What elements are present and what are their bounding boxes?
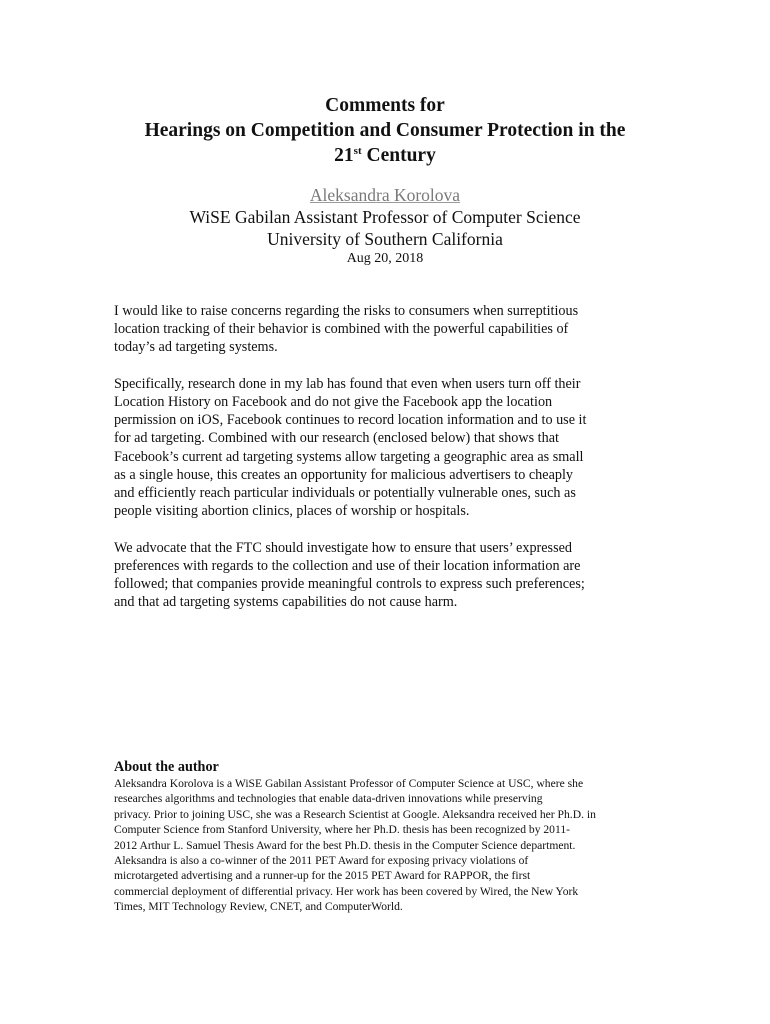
bio-line: Aleksandra is also a co-winner of the 2011 PET Award for exposing privacy violations of <box>114 854 529 868</box>
bio-line: Aleksandra Korolova is a WiSE Gabilan Assistant Professor of Computer Science at USC, where she <box>114 777 584 790</box>
paragraph-line: preferences with regards to the collection and use of their location information are <box>114 557 581 574</box>
paragraph-line: location tracking of their behavior is combined with the powerful capabilities of <box>114 321 569 338</box>
paragraph-line: permission on iOS, Facebook continues to record location information and to use it <box>114 412 587 429</box>
paragraph-line: Facebook’s current ad targeting systems allow targeting a geographic area as small <box>114 448 584 465</box>
title-line-2: Hearings on Competition and Consumer Protection in the <box>144 120 626 141</box>
paragraph-research-findings <box>114 375 674 521</box>
about-author-heading: About the author <box>114 759 219 775</box>
paragraph-line: as a single house, this creates an opportunity for malicious advertisers to cheaply <box>114 466 573 483</box>
paragraph-line: followed; that companies provide meaningful controls to express such preferences; <box>114 576 585 593</box>
bio-line: Times, MIT Technology Review, CNET, and ComputerWorld. <box>114 900 403 914</box>
paragraph-recommendation <box>114 539 674 612</box>
paragraph-line: and efficiently reach particular individuals or potentially vulnerable ones, such as <box>114 485 576 502</box>
paragraph-line: today’s ad targeting systems. <box>114 339 278 356</box>
paragraph-line: Location History on Facebook and do not give the Facebook app the location <box>114 394 553 410</box>
author-position: WiSE Gabilan Assistant Professor of Computer Science <box>189 207 581 227</box>
paragraph-line: Specifically, research done in my lab has found that even when users turn off their <box>114 375 581 392</box>
title-century-word: Century <box>361 145 436 166</box>
about-author-bio <box>114 776 674 915</box>
bio-line: privacy. Prior to joining USC, she was a Research Scientist at Google. Aleksandra received her Ph.D. in <box>114 807 596 821</box>
paragraph-concerns <box>114 302 674 357</box>
paragraph-line: people visiting abortion clinics, places of worship or hospitals. <box>114 503 470 520</box>
bio-line: Computer Science from Stanford University, where her Ph.D. thesis has been recognized by 2011- <box>114 823 571 837</box>
bio-line: microtargeted advertising and a runner-up for the 2015 PET Award for RAPPOR, the first <box>114 869 531 883</box>
author-institution: University of Southern California <box>267 229 503 249</box>
title-century-ordinal: st <box>353 145 362 157</box>
author-name-link[interactable]: Aleksandra Korolova <box>309 185 461 205</box>
title-line-3 <box>0 143 770 168</box>
comment-body <box>114 302 674 630</box>
title-century-number: 21 <box>334 145 354 166</box>
paragraph-line: I would like to raise concerns regarding the risks to consumers when surreptitious <box>114 303 579 319</box>
paragraph-line: We advocate that the FTC should investigate how to ensure that users’ expressed <box>114 539 572 556</box>
bio-line: commercial deployment of differential privacy. Her work has been covered by Wired, the New York <box>114 884 579 898</box>
about-author-section <box>114 758 674 915</box>
paragraph-line: for ad targeting. Combined with our research (enclosed below) that shows that <box>114 430 559 447</box>
document-title <box>0 93 770 168</box>
author-block <box>0 184 770 268</box>
document-date: Aug 20, 2018 <box>346 251 424 266</box>
bio-line: 2012 Arthur L. Samuel Thesis Award for the best Ph.D. thesis in the Computer Science department. <box>114 838 576 852</box>
title-line-1: Comments for <box>325 95 445 116</box>
paragraph-line: and that ad targeting systems capabilities do not cause harm. <box>114 594 458 611</box>
bio-line: researches algorithms and technologies that enable data-driven innovations while preserving <box>114 792 543 806</box>
